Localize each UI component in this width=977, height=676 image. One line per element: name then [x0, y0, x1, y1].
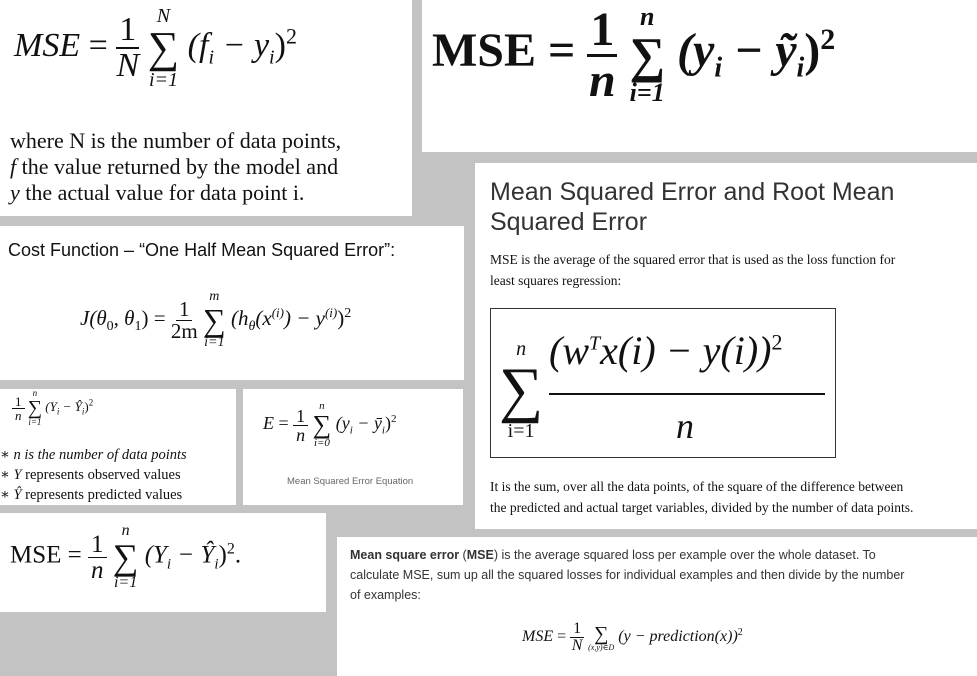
tile-observed-predicted	[0, 389, 236, 505]
summation: n ∑ i=1	[27, 389, 43, 427]
summation: m ∑ i=1	[202, 289, 226, 350]
fraction: $\frac{1}{N}$	[116, 11, 140, 84]
summation: n ∑ i=1	[112, 522, 139, 591]
fraction: $\frac{1}{N}$	[571, 620, 583, 654]
intro-text: MSE is the average of the squared error that is used as the loss function for least squares regression:	[490, 252, 896, 288]
formula-mse-bold: MSE = $\frac{1}{n}$ n ∑ i=1 ($y_i$ − ỹ$_i$)$^2$	[432, 2, 836, 107]
formula-e: E = $\frac{1}{n}$ n ∑ i=0 ($y_i$ − $ȳ_i)^2$	[263, 400, 397, 449]
cost-title: Cost Function – “One Half Mean Squared Error”:	[8, 240, 396, 260]
summation: n ∑ i=0	[312, 400, 332, 449]
caption: Mean Squared Error Equation	[287, 476, 414, 487]
outro-text: It is the sum, over all the data points, of the square of the difference between the predicted and actual target variables, divided by the number of data points.	[490, 479, 914, 515]
summation: ∑ (x,y)∈D	[588, 622, 615, 652]
tile-mse-fi	[0, 0, 412, 216]
definitions: ∗ n is the number of data points ∗ Y represents observed values ∗ Ŷ represents predicted values	[0, 447, 187, 503]
tile-mse-bold	[422, 0, 977, 152]
formula-small: $\frac{1}{n}$ n ∑ i=1 ($Y_i$ − $Ŷ_i)^2$	[12, 389, 93, 427]
fraction: $\frac{1}{n}$	[589, 2, 616, 107]
numerator: $(w^Tx(i) - y(i))^2$	[549, 328, 783, 373]
fraction: $\frac{1}{n}$	[293, 407, 308, 444]
section-title: Mean Squared Error and Root Mean Squared Error	[490, 178, 895, 236]
formula-cost: $J(\theta_0$, $\theta_1$) = $\frac{1}{2m}$ m ∑ i=1 $(h_\theta(x^{(i)}) - y^{(i)})^2$	[80, 289, 352, 350]
fraction: $\frac{1}{2m}$	[170, 296, 198, 343]
formula-mse-d: MSE = $\frac{1}{N}$ ∑ (x,y)∈D (y − prediction(x))$^2$	[522, 620, 743, 654]
definition-paragraph: Mean square error (MSE) is the average squared loss per example over the whole dataset. To calculate MSE, sum up all the squared losses for individual examples and then divide by the number of examples:	[350, 548, 905, 602]
summation: n ∑ i=1	[499, 338, 544, 442]
summation: n ∑ i=1	[629, 2, 666, 107]
formula-mse-y: MSE = $\frac{1}{n}$ n ∑ i=1 ($Y_i$ − $Ŷ_i)^2$.	[10, 522, 242, 591]
formula-mse-fi: MSE = $\frac{1}{N}$ N ∑ i=1 $(f_i - y_i)^2$	[14, 5, 297, 91]
tile-cost-function	[0, 226, 464, 380]
formula-box	[490, 308, 836, 458]
tile-e-equation	[243, 389, 463, 505]
description: where N is the number of data points, f the value returned by the model and y the actual value for data point i.	[10, 128, 342, 205]
fraction: $\frac{1}{n}$	[12, 395, 25, 422]
denominator: n	[676, 406, 694, 446]
fraction: $\frac{1}{n}$	[88, 532, 107, 583]
fraction-bar	[549, 393, 825, 395]
tile-mse-rmse	[475, 163, 977, 529]
tile-mse-y	[0, 513, 326, 612]
summation: N ∑ i=1	[147, 5, 180, 91]
tile-mean-square-error-text	[337, 537, 977, 676]
